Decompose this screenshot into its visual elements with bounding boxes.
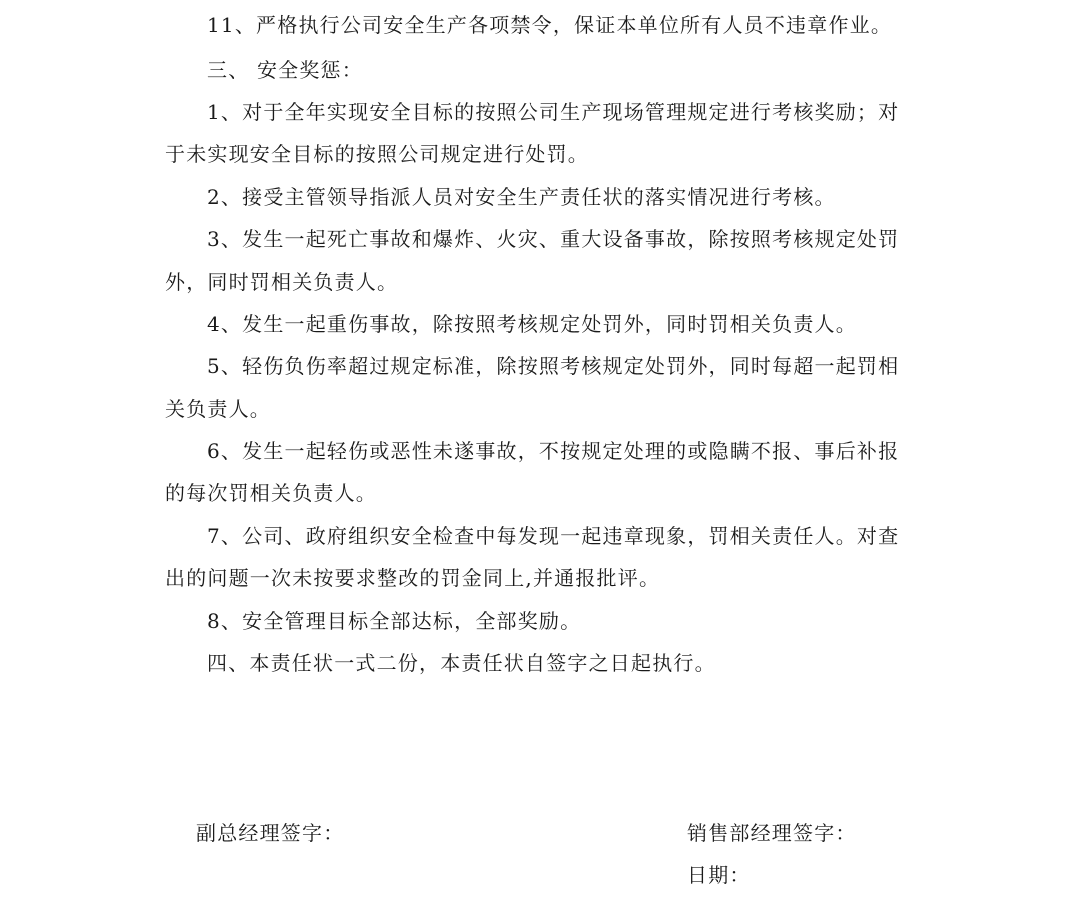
clause-3-line-2: 外，同时罚相关负责人。 <box>165 270 399 294</box>
clause-6-line-2: 的每次罚相关负责人。 <box>165 481 377 505</box>
clause-1-line-2: 于未实现安全目标的按照公司规定进行处罚。 <box>165 142 589 166</box>
clause-3-line-1: 3、发生一起死亡事故和爆炸、火灾、重大设备事故，除按照考核规定处罚 <box>207 227 900 251</box>
clause-8: 8、安全管理目标全部达标，全部奖励。 <box>207 609 582 633</box>
clause-2: 2、接受主管领导指派人员对安全生产责任状的落实情况进行考核。 <box>207 185 836 209</box>
section-3-heading: 三、 安全奖惩： <box>207 58 363 82</box>
clause-6-line-1: 6、发生一起轻伤或恶性未遂事故，不按规定处理的或隐瞒不报、事后补报 <box>207 439 900 463</box>
clause-7-line-1: 7、公司、政府组织安全检查中每发现一起违章现象，罚相关责任人。对查 <box>207 524 900 548</box>
section-4: 四、本责任状一式二份，本责任状自签字之日起执行。 <box>207 651 716 675</box>
clause-4: 4、发生一起重伤事故，除按照考核规定处罚外，同时罚相关负责人。 <box>207 312 857 336</box>
clause-11: 11、严格执行公司安全生产各项禁令，保证本单位所有人员不违章作业。 <box>207 13 893 37</box>
clause-1-line-1: 1、对于全年实现安全目标的按照公司生产现场管理规定进行考核奖励；对 <box>207 100 900 124</box>
date-label: 日期： <box>687 863 751 887</box>
deputy-gm-signature-label: 副总经理签字： <box>196 821 345 845</box>
clause-7-line-2: 出的问题一次未按要求整改的罚金同上,并通报批评。 <box>165 566 661 590</box>
clause-5-line-2: 关负责人。 <box>165 397 271 421</box>
clause-5-line-1: 5、轻伤负伤率超过规定标准，除按照考核规定处罚外，同时每超一起罚相 <box>207 354 900 378</box>
sales-manager-signature-label: 销售部经理签字： <box>687 821 857 845</box>
